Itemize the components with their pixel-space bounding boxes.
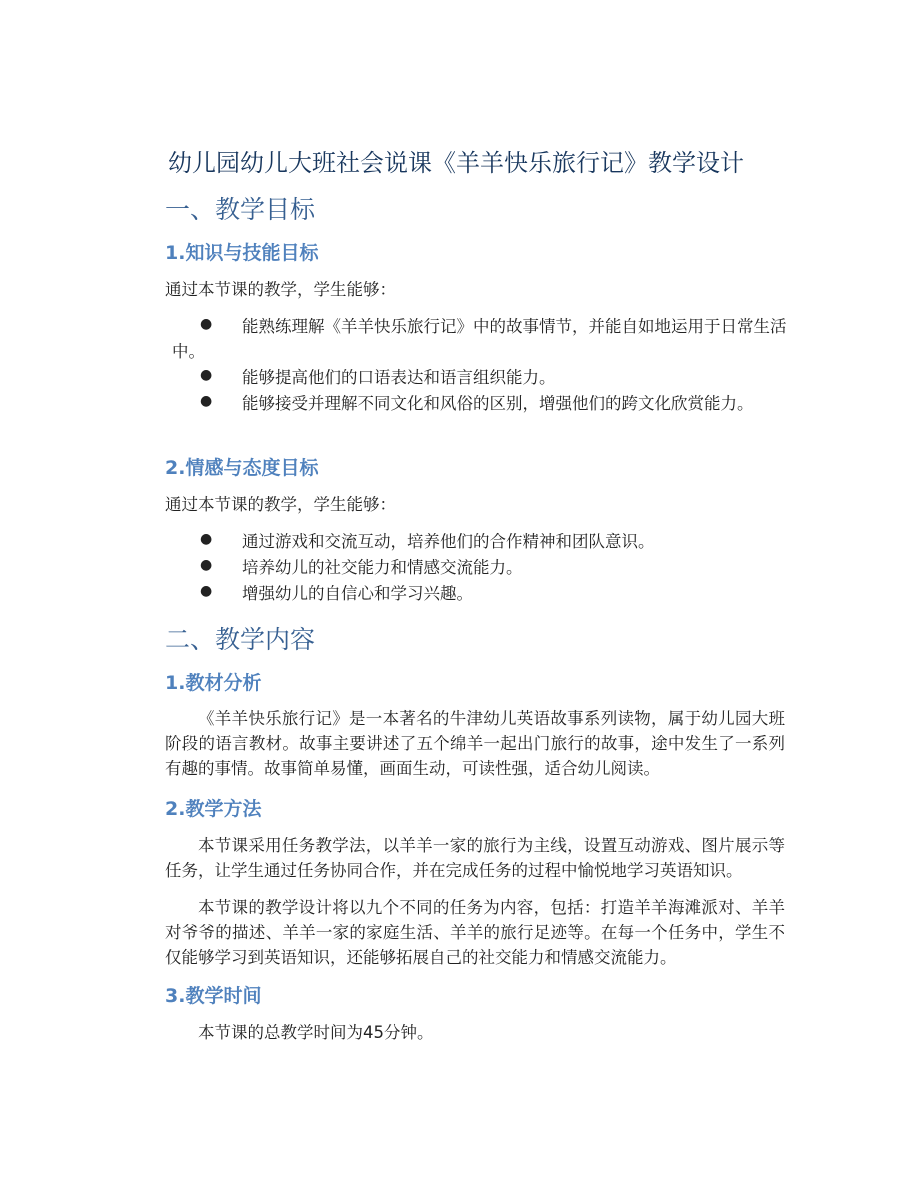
list-item: 能够接受并理解不同文化和风俗的区别，增强他们的跨文化欣赏能力。 xyxy=(242,394,754,413)
list-item: 增强幼儿的自信心和学习兴趣。 xyxy=(242,584,473,603)
subsection-heading: 2.情感与态度目标 xyxy=(165,457,319,479)
list-item: 能熟练理解《羊羊快乐旅行记》中的故事情节，并能自如地运用于日常生活中。 xyxy=(172,317,787,361)
paragraph: 《羊羊快乐旅行记》是一本著名的牛津幼儿英语故事系列读物，属于幼儿园大班阶段的语言教材。故事主要讲述了五个绵羊一起出门旅行的故事，途中发生了一系列有趣的事情。故事简单易懂，画面生动，可读性强，适合幼儿阅读。 xyxy=(165,709,785,778)
paragraph: 本节课的总教学时间为45分钟。 xyxy=(198,1023,434,1042)
bullet-icon: ● xyxy=(200,531,213,547)
section-heading: 一、教学目标 xyxy=(165,195,316,224)
bullet-icon: ● xyxy=(200,583,213,599)
subsection-heading: 1.知识与技能目标 xyxy=(165,242,319,264)
subsection-heading: 1.教材分析 xyxy=(165,672,262,694)
paragraph: 本节课采用任务教学法，以羊羊一家的旅行为主线，设置互动游戏、图片展示等任务，让学生通过任务协同合作，并在完成任务的过程中愉悦地学习英语知识。 xyxy=(165,836,785,880)
bullet-icon: ● xyxy=(200,393,213,409)
intro-text: 通过本节课的教学，学生能够： xyxy=(165,280,396,299)
bullet-icon: ● xyxy=(200,316,213,332)
subsection-heading: 3.教学时间 xyxy=(165,985,262,1007)
list-item: 能够提高他们的口语表达和语言组织能力。 xyxy=(242,368,556,387)
paragraph: 本节课的教学设计将以九个不同的任务为内容，包括：打造羊羊海滩派对、羊羊对爷爷的描述、羊羊一家的家庭生活、羊羊的旅行足迹等。在每一个任务中，学生不仅能够学习到英语知识，还能够拓展自己的社交能力和情感交流能力。 xyxy=(165,898,785,967)
bullet-icon: ● xyxy=(200,367,213,383)
bullet-icon: ● xyxy=(200,557,213,573)
document-title: 幼儿园幼儿大班社会说课《羊羊快乐旅行记》教学设计 xyxy=(168,149,744,177)
section-heading: 二、教学内容 xyxy=(165,625,316,654)
intro-text: 通过本节课的教学，学生能够： xyxy=(165,495,396,514)
subsection-heading: 2.教学方法 xyxy=(165,798,262,820)
list-item: 通过游戏和交流互动，培养他们的合作精神和团队意识。 xyxy=(242,532,655,551)
list-item: 培养幼儿的社交能力和情感交流能力。 xyxy=(242,558,523,577)
